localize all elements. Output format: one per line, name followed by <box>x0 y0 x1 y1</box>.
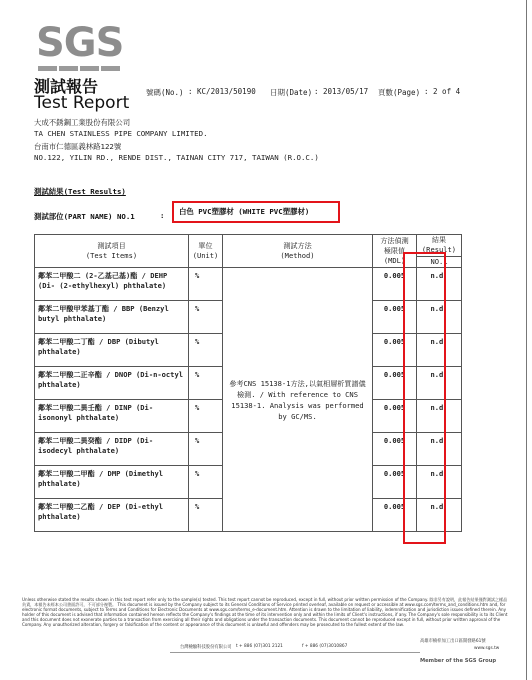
test-item: 鄰苯二甲酸二 (2-乙基己基)酯 / DEHP (Di- (2-ethylhexyl) phthalate) <box>35 268 189 301</box>
result-cell: n.d. <box>417 466 462 499</box>
header-unit-en: (Unit) <box>192 251 219 260</box>
client-address-en: NO.122, YILIN RD., RENDE DIST., TAINAN CITY 717, TAIWAN (R.O.C.) <box>34 153 319 162</box>
result-cell: n.d. <box>417 400 462 433</box>
report-no-label: 號碼(No.) <box>146 88 184 97</box>
method-cell: 參考CNS 15138-1方法,以氣相層析質譜儀檢測. / With reference to CNS 15138-1. Analysis was performed by GC/MS. <box>223 268 373 532</box>
unit-cell: % <box>189 499 223 532</box>
sgs-logo <box>36 22 122 72</box>
unit-cell: % <box>189 268 223 301</box>
report-title-en: Test Report <box>34 93 130 113</box>
unit-cell: % <box>189 466 223 499</box>
logo-bars <box>38 66 120 71</box>
result-cell: n.d. <box>417 301 462 334</box>
mdl-cell: 0.005 <box>373 433 417 466</box>
mdl-cell: 0.005 <box>373 400 417 433</box>
header-item-cn: 測試項目 <box>97 241 126 250</box>
test-item: 鄰苯二甲酸二正辛酯 / DNOP (Di-n-octyl phthalate) <box>35 367 189 400</box>
header-mdl-en: (MDL) <box>383 256 406 265</box>
unit-cell: % <box>189 433 223 466</box>
header-mdl-cn1: 方法偵測 <box>380 236 409 245</box>
report-title-cn: 測試報告 <box>34 77 99 96</box>
footer-divider <box>170 652 420 653</box>
test-item: 鄰苯二甲酸二丁酯 / DBP (Dibutyl phthalate) <box>35 334 189 367</box>
footer-web: www.sgs.tw <box>474 646 500 651</box>
test-item: 鄰苯二甲酸二異壬酯 / DINP (Di-isononyl phthalate) <box>35 400 189 433</box>
test-item: 鄰苯二甲酸二乙酯 / DEP (Di-ethyl phthalate) <box>35 499 189 532</box>
page-value: : 2 of 4 <box>424 87 461 96</box>
footer-company: 台灣檢驗科技股份有限公司 <box>180 645 232 650</box>
part-colon: : <box>160 211 165 220</box>
result-cell: n.d. <box>417 367 462 400</box>
report-no: : KC/2013/50190 <box>188 87 256 96</box>
header-mdl <box>373 235 417 268</box>
date-value: : 2013/05/17 <box>314 87 369 96</box>
client-address-cn: 台南市仁德區義林路122號 <box>34 142 122 151</box>
part-name-value: 白色 PVC塑膠材 (WHITE PVC塑膠材) <box>172 201 340 223</box>
part-name-label: 測試部位(PART NAME) NO.1 <box>34 212 135 221</box>
unit-cell: % <box>189 334 223 367</box>
header-result <box>417 235 462 268</box>
page-label: 頁數(Page) <box>378 88 421 97</box>
logo-text: SGS <box>36 20 124 66</box>
page-edge-rule <box>526 0 527 680</box>
result-cell: n.d. <box>417 268 462 301</box>
table-row <box>35 268 462 301</box>
client-name-en: TA CHEN STAINLESS PIPE COMPANY LIMITED. <box>34 129 208 138</box>
section-title: 測試結果(Test Results) <box>34 187 126 196</box>
header-result-en: (Result) <box>421 245 457 254</box>
client-name-cn: 大成不銹鋼工業股份有限公司 <box>34 118 131 127</box>
header-result-no: NO.1 <box>417 256 461 267</box>
date-label: 日期(Date) <box>270 88 313 97</box>
header-result-cn: 結果 <box>431 235 447 244</box>
header-mdl-cn2: 極限值 <box>383 246 406 255</box>
mdl-cell: 0.005 <box>373 466 417 499</box>
mdl-cell: 0.005 <box>373 268 417 301</box>
result-cell: n.d. <box>417 433 462 466</box>
mdl-cell: 0.005 <box>373 499 417 532</box>
result-cell: n.d. <box>417 334 462 367</box>
mdl-cell: 0.005 <box>373 301 417 334</box>
mdl-cell: 0.005 <box>373 334 417 367</box>
test-item: 鄰苯二甲酸二異癸酯 / DIDP (Di-isodecyl phthalate) <box>35 433 189 466</box>
unit-cell: % <box>189 400 223 433</box>
test-item: 鄰苯二甲酸甲苯基丁酯 / BBP (Benzyl butyl phthalate) <box>35 301 189 334</box>
footer-fax: f + 886 (07)3010867 <box>302 644 348 649</box>
footer-disclaimer: Unless otherwise stated the results shown in this test report refer only to the sample(s) tested. This test report cannot be reproduced, except in full, without prior written permission of the Company. 除非另有說明，此報告結果僅對測試之樣品負責，本報告未經本公司書面許可，不可部分複製。 This document is issued by the Company subject to its General Conditions of Service printed overleaf, available on request or accessible at www.sgs.com/terms_and_conditions.htm and, for electronic format documents, subject to Terms and Conditions for Electronic Documents at www.sgs.com/terms_e-document.htm. Attention is drawn to the limitation of liability, indemnification and jurisdiction issues defined therein. Any holder of this document is advised that information contained hereon reflects the Company's findings at the time of its intervention only and within the limits of Client's instructions, if any. The Company's sole responsibility is to its Client and this document does not exonerate parties to a transaction from exercising all their rights and obligations under the transaction documents. This document cannot be reproduced except in full, without prior written approval of the Company. Any unauthorized alteration, forgery or falsification of the content or appearance of this document is unlawful and offenders may be prosecuted to the fullest extent of the law. <box>22 597 508 627</box>
header-test-items <box>35 235 189 268</box>
header-method-cn: 測試方法 <box>283 241 312 250</box>
test-item: 鄰苯二甲酸二甲酯 / DMP (Dimethyl phthalate) <box>35 466 189 499</box>
header-unit-cn: 單位 <box>198 241 213 250</box>
footer-member: Member of the SGS Group <box>420 658 497 664</box>
result-cell: n.d. <box>417 499 462 532</box>
header-unit <box>189 235 223 268</box>
table-header-row <box>35 235 462 268</box>
footer-tel: t + 886 (07)301 2121 <box>236 644 283 649</box>
results-table <box>34 234 462 532</box>
unit-cell: % <box>189 301 223 334</box>
header-method <box>223 235 373 268</box>
footer-address: 高雄市楠梓加工出口區開發路61號 <box>420 639 486 644</box>
header-method-en: (Method) <box>280 251 315 260</box>
unit-cell: % <box>189 367 223 400</box>
mdl-cell: 0.005 <box>373 367 417 400</box>
header-item-en: (Test Items) <box>85 251 138 260</box>
